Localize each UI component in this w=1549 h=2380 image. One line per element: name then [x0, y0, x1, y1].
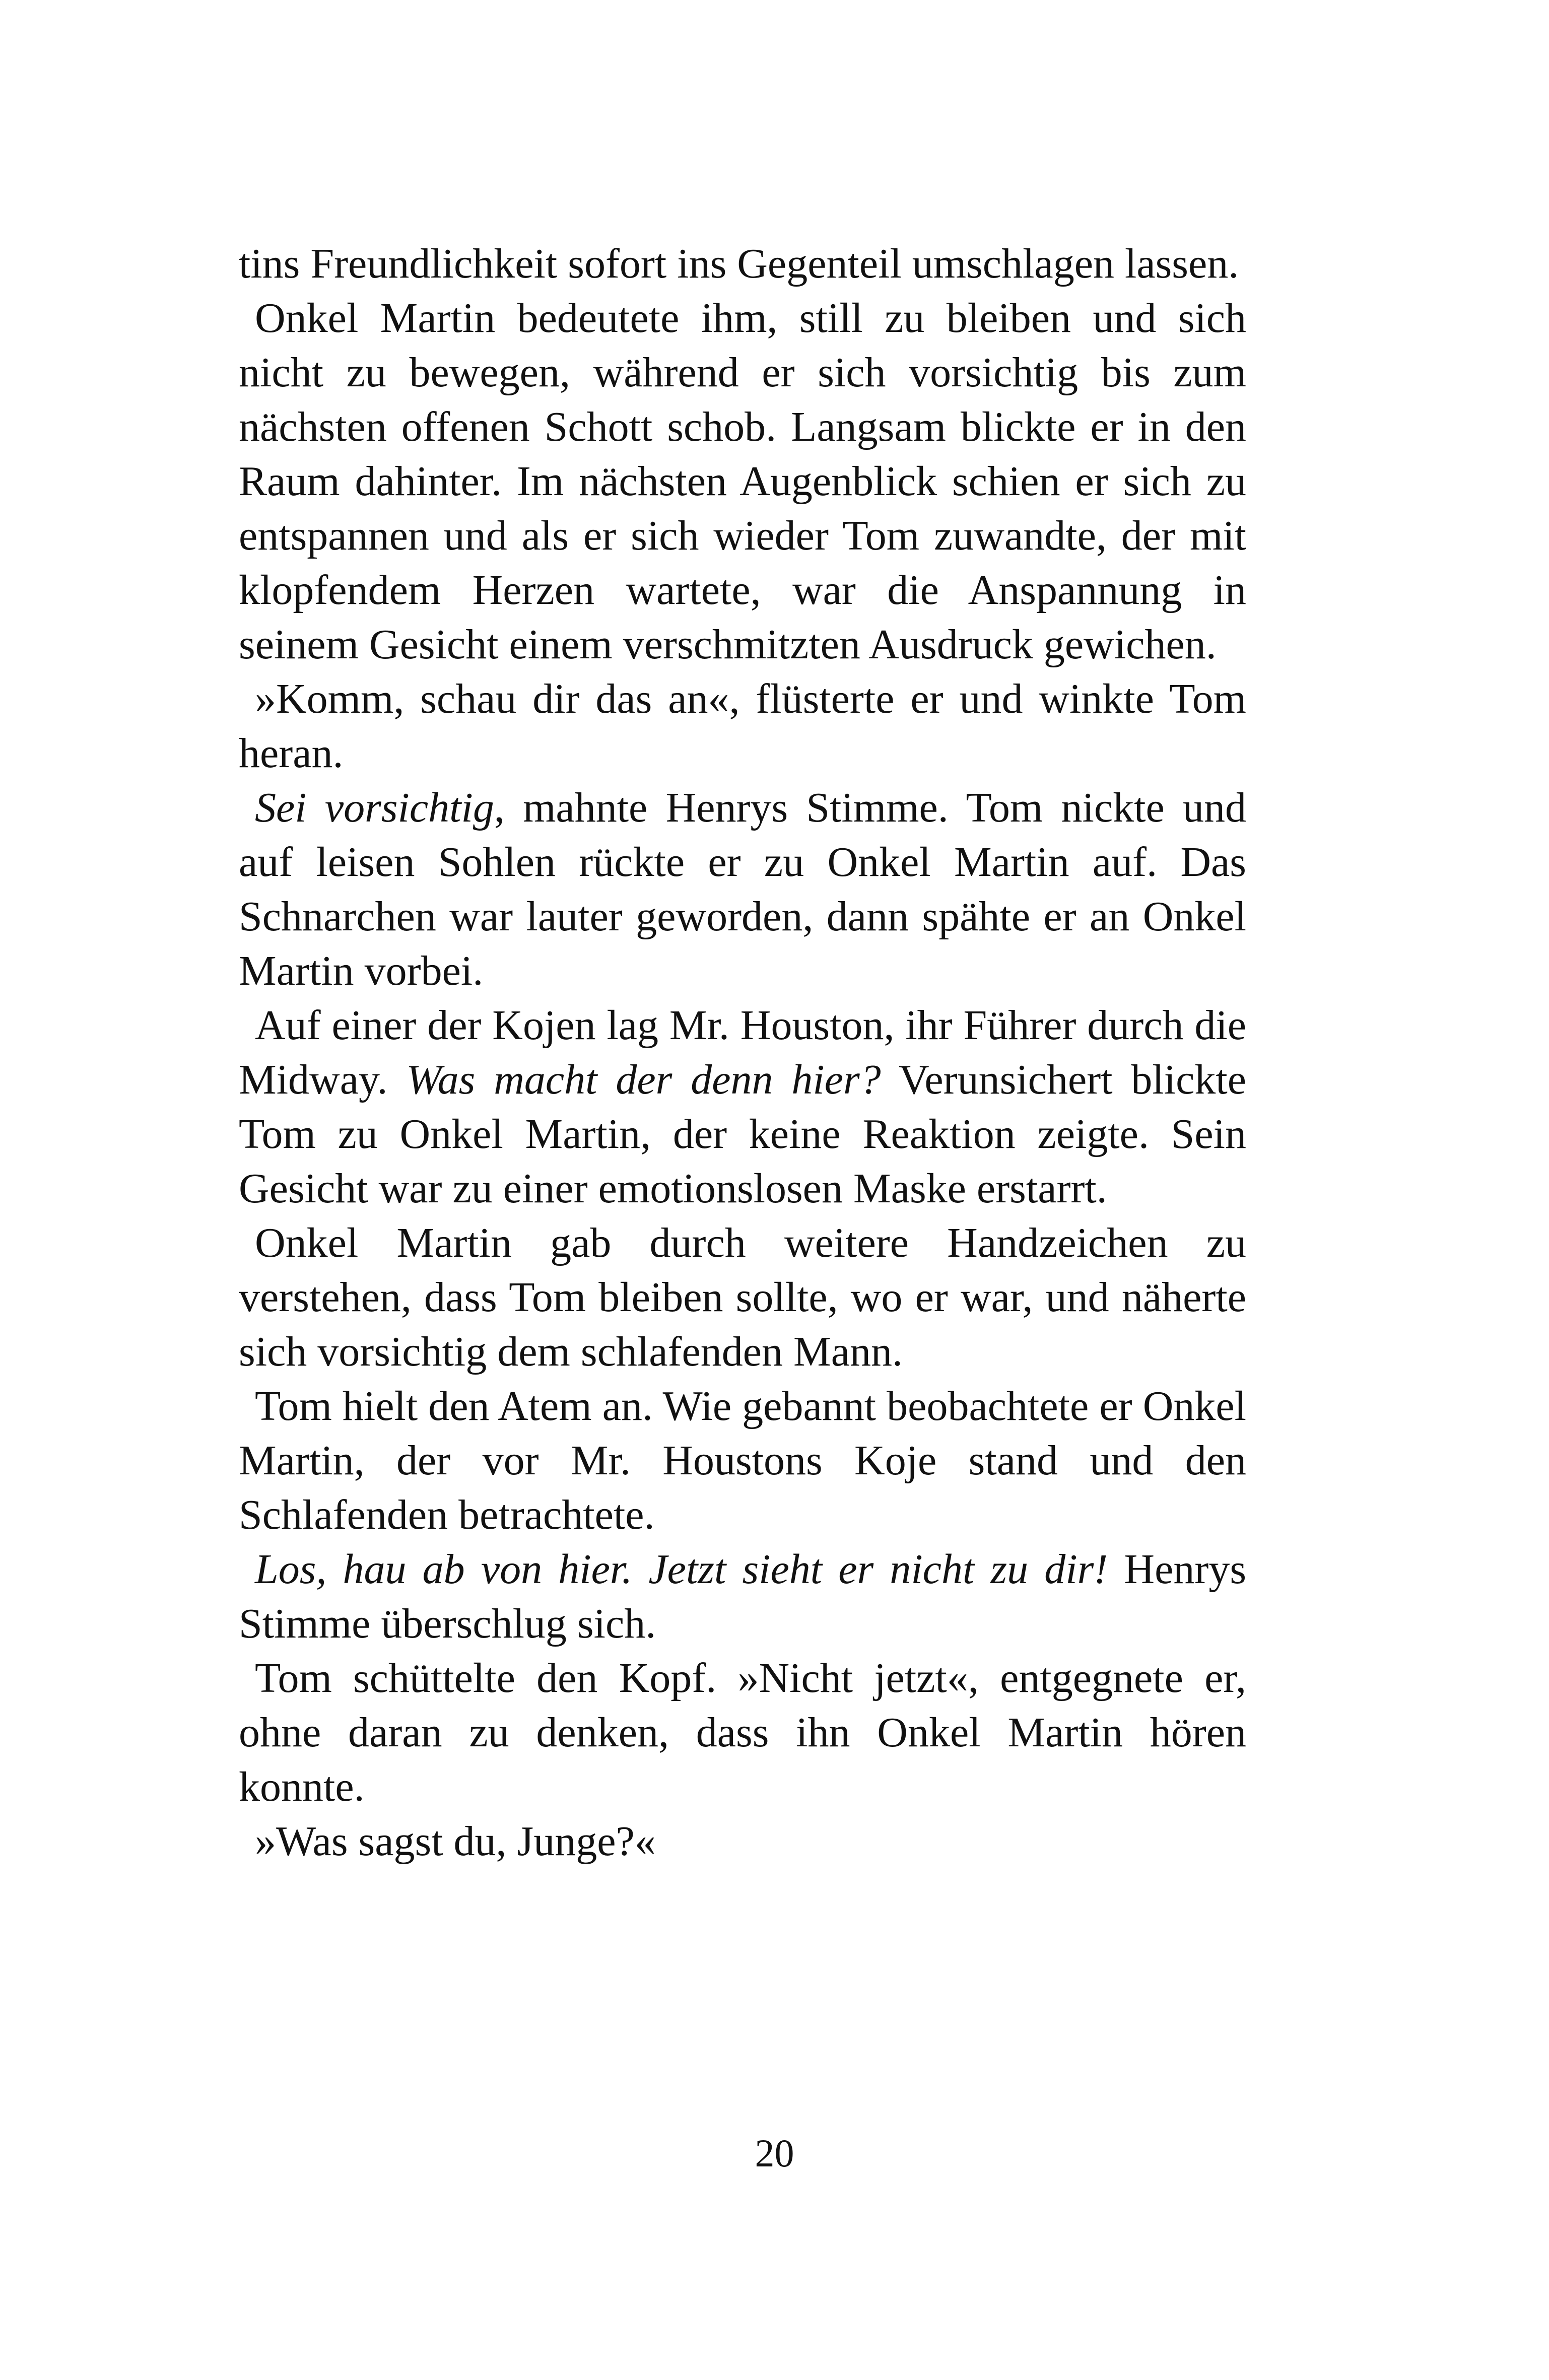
text-run: Auf einer der Kojen lag Mr. Houston, ihr Führer durch die Midway.: [239, 1002, 1246, 1103]
paragraph: [239, 1651, 1246, 1814]
paragraph: [239, 1379, 1246, 1542]
text-run: »Was sagst du, Junge?«: [255, 1818, 656, 1865]
text-run: , mahnte Henrys Stimme. Tom nickte und auf leisen Sohlen rückte er zu Onkel Martin auf. Das Schnarchen war lauter geworden, dann spähte er an Onkel Martin vorbei.: [239, 784, 1246, 994]
text-run: Tom hielt den Atem an. Wie gebannt beobachtete er Onkel Martin, der vor Mr. Houstons Koje stand und den Schlafenden betrachtete.: [239, 1383, 1246, 1538]
paragraph: [239, 1216, 1246, 1379]
italic-text: Los, hau ab von hier. Jetzt sieht er nicht zu dir!: [255, 1546, 1108, 1593]
text-run: Onkel Martin gab durch weitere Handzeichen zu verstehen, dass Tom bleiben sollte, wo er war, und näherte sich vorsichtig dem schlafenden Mann.: [239, 1219, 1246, 1375]
page-number: 20: [755, 2131, 794, 2175]
paragraph: [239, 998, 1246, 1216]
text-run: Verunsichert blickte Tom zu Onkel Martin, der keine Reaktion zeigte. Sein Gesicht war zu einer emotionslosen Maske erstarrt.: [239, 1056, 1246, 1212]
text-run: Onkel Martin bedeutete ihm, still zu bleiben und sich nicht zu bewegen, während er sich vorsichtig bis zum nächsten offenen Schott schob. Langsam blickte er in den Raum dahinter. Im nächsten Augenblick schien er sich zu entspannen und als er sich wieder Tom zuwandte, der mit klopfendem Herzen wartete, war die Anspannung in seinem Gesicht einem verschmitzten Ausdruck gewichen.: [239, 295, 1246, 668]
text-run: »Komm, schau dir das an«, flüsterte er und winkte Tom heran.: [239, 675, 1246, 777]
paragraph: [239, 781, 1246, 998]
text-run: tins Freundlichkeit sofort ins Gegenteil umschlagen lassen.: [239, 240, 1239, 287]
paragraph: [239, 672, 1246, 781]
paragraph: [239, 1814, 1246, 1869]
paragraph: [239, 291, 1246, 672]
text-run: Tom schüttelte den Kopf. »Nicht jetzt«, entgegnete er, ohne daran zu denken, dass ihn Onkel Martin hören konnte.: [239, 1655, 1246, 1810]
italic-text: Sei vorsichtig: [255, 784, 494, 831]
text-run: Henrys Stimme überschlug sich.: [239, 1546, 1247, 1647]
paragraph: [239, 1542, 1246, 1651]
italic-text: Was macht der denn hier?: [406, 1056, 881, 1103]
body-text: [239, 237, 1246, 1869]
paragraph: [239, 237, 1246, 291]
